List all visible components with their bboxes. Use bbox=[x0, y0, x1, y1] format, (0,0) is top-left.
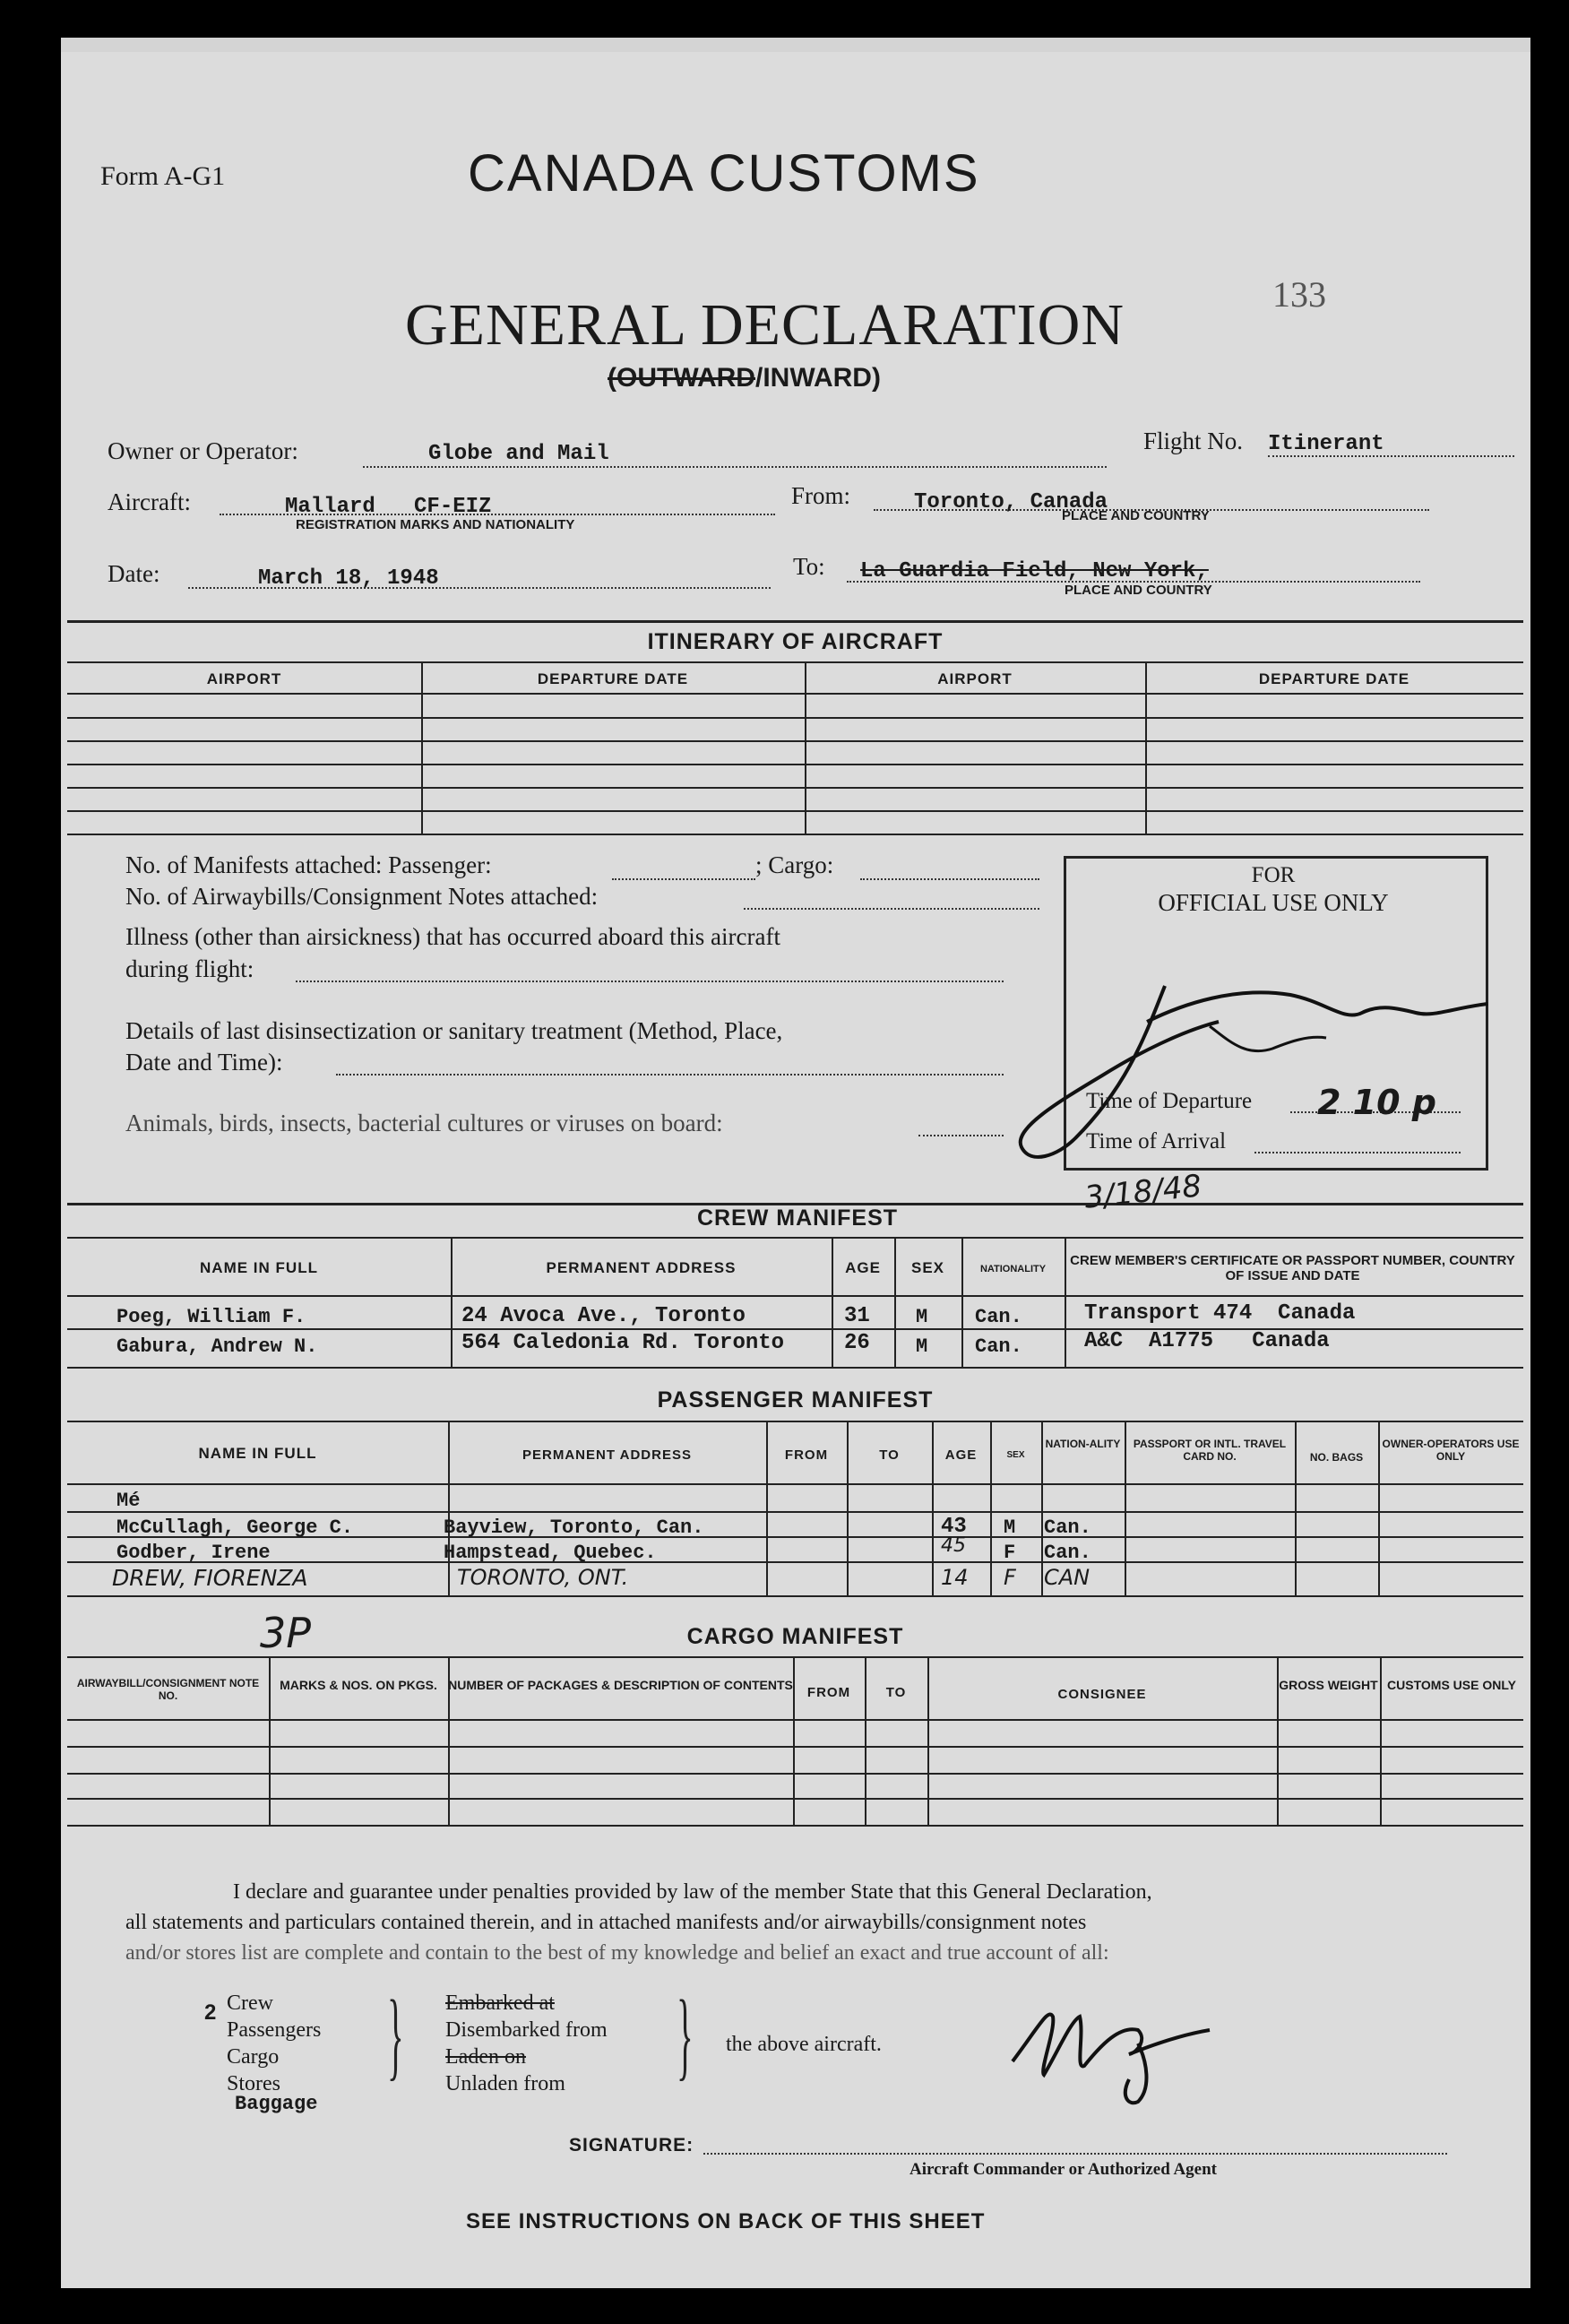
crew-col-nationality: NATIONALITY bbox=[979, 1264, 1047, 1274]
passenger-col-divider bbox=[766, 1421, 768, 1595]
passenger-name: DREW, FIORENZA bbox=[112, 1565, 308, 1591]
crew-address: 564 Caledonia Rd. Toronto bbox=[461, 1331, 785, 1355]
itinerary-title: ITINERARY OF AIRCRAFT bbox=[647, 629, 944, 654]
passenger-address: Hampstead, Quebec. bbox=[444, 1542, 657, 1564]
itinerary-col-divider bbox=[421, 661, 423, 834]
passenger-age: 43 bbox=[941, 1515, 967, 1539]
passenger-row-rule bbox=[67, 1595, 1523, 1597]
crew-col-divider bbox=[961, 1237, 963, 1367]
official-use-line2: OFFICIAL USE ONLY bbox=[1158, 889, 1389, 916]
passenger-age: 45 bbox=[941, 1534, 966, 1557]
commander-signature bbox=[1004, 1990, 1237, 2115]
cargo-col-customs: CUSTOMS USE ONLY bbox=[1387, 1678, 1516, 1692]
crew-sex: M bbox=[916, 1306, 928, 1328]
crew-sex: M bbox=[916, 1335, 928, 1358]
cargo-label: ; Cargo: bbox=[755, 851, 834, 878]
passenger-nationality: Can. bbox=[1044, 1516, 1091, 1539]
from-caption: PLACE AND COUNTRY bbox=[1062, 508, 1210, 523]
aircraft-value: Mallard CF-EIZ bbox=[285, 495, 492, 519]
declaration-line3: and/or stores list are complete and contain to the best of my knowledge and belief an exact and true account of all: bbox=[125, 1941, 1109, 1965]
direction-inward: /INWARD) bbox=[754, 363, 881, 393]
disinsect-line bbox=[336, 1074, 1004, 1076]
itinerary-rule bbox=[67, 834, 1523, 835]
passenger-col-passport: PASSPORT OR INTL. TRAVEL CARD NO. bbox=[1133, 1438, 1287, 1463]
itinerary-rule bbox=[67, 764, 1523, 765]
crew-certificate: A&C A1775 Canada bbox=[1084, 1329, 1330, 1353]
crew-col-age: AGE bbox=[845, 1259, 881, 1276]
disinsect-label-2: Date and Time): bbox=[125, 1049, 283, 1076]
crew-certificate: Transport 474 Canada bbox=[1084, 1301, 1356, 1326]
cargo-col-to: TO bbox=[885, 1685, 907, 1700]
stamp-number: 133 bbox=[1272, 274, 1326, 315]
declaration-action-embarked: Embarked at bbox=[445, 1991, 555, 2015]
itinerary-col-divider bbox=[1145, 661, 1147, 834]
crew-title: CREW MANIFEST bbox=[696, 1205, 899, 1231]
passenger-col-bags: NO. BAGS bbox=[1309, 1451, 1364, 1464]
passenger-col-divider bbox=[448, 1421, 450, 1595]
to-caption: PLACE AND COUNTRY bbox=[1065, 583, 1212, 598]
declaration-item-crew: Crew bbox=[227, 1991, 273, 2015]
to-value: La Guardia Field, New York, bbox=[860, 559, 1209, 583]
signature-caption: Aircraft Commander or Authorized Agent bbox=[910, 2160, 1218, 2179]
passenger-col-name: NAME IN FULL bbox=[198, 1445, 317, 1462]
passenger-address: TORONTO, ONT. bbox=[457, 1565, 629, 1590]
crew-nationality: Can. bbox=[975, 1306, 1022, 1328]
crew-nationality: Can. bbox=[975, 1335, 1022, 1358]
crew-col-divider bbox=[1065, 1237, 1066, 1367]
itinerary-col-airport-1: AIRPORT bbox=[206, 670, 282, 687]
crew-col-divider bbox=[832, 1237, 833, 1367]
date-label: Date: bbox=[108, 560, 160, 587]
cargo-title: CARGO MANIFEST bbox=[686, 1624, 904, 1649]
passenger-row-rule bbox=[67, 1511, 1523, 1513]
cargo-col-from: FROM bbox=[806, 1685, 851, 1700]
direction-outward-struck: (OUTWARD bbox=[608, 363, 755, 393]
illness-line bbox=[296, 981, 1004, 982]
declaration-count: 2 bbox=[204, 2000, 217, 2025]
declaration-baggage: Baggage bbox=[235, 2093, 318, 2115]
form-title: CANADA CUSTOMS bbox=[468, 144, 980, 203]
owner-label: Owner or Operator: bbox=[108, 437, 298, 464]
passenger-age: 14 bbox=[941, 1565, 969, 1590]
passenger-name: Godber, Irene bbox=[116, 1542, 271, 1564]
crew-col-name: NAME IN FULL bbox=[200, 1259, 318, 1276]
crew-col-sex: SEX bbox=[910, 1259, 945, 1276]
arrival-time-line bbox=[1254, 1152, 1461, 1153]
crew-age: 26 bbox=[844, 1331, 870, 1355]
itinerary-rule bbox=[67, 717, 1523, 719]
disinsect-label-1: Details of last disinsectization or sanitary treatment (Method, Place, bbox=[125, 1017, 783, 1044]
passenger-col-to: TO bbox=[879, 1447, 900, 1463]
arrival-time-label: Time of Arrival bbox=[1086, 1129, 1227, 1153]
passenger-nationality: CAN bbox=[1044, 1565, 1091, 1590]
passenger-name: McCullagh, George C. bbox=[116, 1516, 354, 1539]
itinerary-col-departure-2: DEPARTURE DATE bbox=[1258, 670, 1410, 687]
crew-annotation: 3/18/48 bbox=[1082, 1168, 1203, 1216]
declaration-item-passengers: Passengers bbox=[227, 2018, 322, 2042]
crew-header-top bbox=[67, 1237, 1523, 1239]
aircraft-label: Aircraft: bbox=[108, 488, 191, 515]
departure-time-value: 2 10 p bbox=[1317, 1083, 1436, 1122]
passenger-count-line bbox=[612, 878, 755, 880]
passenger-col-divider bbox=[1125, 1421, 1126, 1595]
manifests-label: No. of Manifests attached: Passenger: bbox=[125, 851, 492, 878]
declaration-brace-left: } bbox=[387, 1980, 404, 2089]
passenger-col-divider bbox=[1295, 1421, 1297, 1595]
passenger-count-annotation: 3P bbox=[260, 1609, 312, 1657]
passenger-sex: M bbox=[1004, 1516, 1016, 1539]
declaration-line1: I declare and guarantee under penalties provided by law of the member State that this General Declaration, bbox=[233, 1880, 1152, 1904]
crew-address: 24 Avoca Ave., Toronto bbox=[461, 1304, 746, 1328]
itinerary-rule bbox=[67, 740, 1523, 742]
passenger-col-address: PERMANENT ADDRESS bbox=[522, 1447, 692, 1463]
declaration-item-stores: Stores bbox=[227, 2072, 280, 2095]
from-value: Toronto, Canada bbox=[914, 490, 1108, 514]
itinerary-col-divider bbox=[805, 661, 806, 834]
passenger-col-nationality: NATION-ALITY bbox=[1045, 1438, 1121, 1450]
cargo-row-rule bbox=[67, 1798, 1523, 1800]
declaration-brace-right: } bbox=[677, 1980, 694, 2089]
passenger-col-from: FROM bbox=[784, 1447, 829, 1463]
cargo-col-packages: NUMBER OF PACKAGES & DESCRIPTION OF CONTENTS bbox=[448, 1678, 793, 1692]
declaration-action-disembarked: Disembarked from bbox=[445, 2018, 608, 2042]
itinerary-col-airport-2: AIRPORT bbox=[937, 670, 1013, 687]
crew-name: Gabura, Andrew N. bbox=[116, 1335, 318, 1358]
cargo-count-line bbox=[860, 878, 1039, 880]
declaration-item-cargo: Cargo bbox=[227, 2045, 280, 2069]
cargo-header-bottom bbox=[67, 1719, 1523, 1721]
flight-value: Itinerant bbox=[1268, 432, 1384, 456]
to-label: To: bbox=[793, 553, 825, 580]
footer-instructions: SEE INSTRUCTIONS ON BACK OF THIS SHEET bbox=[466, 2209, 986, 2233]
crew-col-address: PERMANENT ADDRESS bbox=[546, 1259, 737, 1276]
declaration-line2: all statements and particulars contained therein, and in attached manifests and/or airwaybills/consignment notes bbox=[125, 1911, 1087, 1934]
animals-line bbox=[918, 1135, 1004, 1136]
passenger-col-divider bbox=[990, 1421, 992, 1595]
signature-line bbox=[703, 2153, 1447, 2155]
itinerary-col-departure-1: DEPARTURE DATE bbox=[537, 670, 689, 687]
cargo-col-gross: GROSS WEIGHT bbox=[1279, 1678, 1378, 1692]
passenger-title: PASSENGER MANIFEST bbox=[657, 1387, 934, 1413]
date-value: March 18, 1948 bbox=[258, 566, 439, 591]
crew-col-certificate: CREW MEMBER'S CERTIFICATE OR PASSPORT NUMBER, COUNTRY OF ISSUE AND DATE bbox=[1070, 1253, 1515, 1284]
itinerary-rule bbox=[67, 787, 1523, 789]
passenger-col-owner: OWNER-OPERATORS USE ONLY bbox=[1382, 1438, 1520, 1463]
declaration-action-unladen: Unladen from bbox=[445, 2072, 565, 2095]
itinerary-top-rule bbox=[67, 620, 1523, 623]
passenger-nationality: Can. bbox=[1044, 1542, 1091, 1564]
declaration-action-laden: Laden on bbox=[445, 2045, 526, 2069]
airwaybills-line bbox=[744, 908, 1039, 910]
from-label: From: bbox=[791, 482, 851, 509]
passenger-header-top bbox=[67, 1421, 1523, 1422]
crew-header-bottom bbox=[67, 1295, 1523, 1297]
airwaybills-label: No. of Airwaybills/Consignment Notes attached: bbox=[125, 883, 599, 910]
passenger-col-divider bbox=[932, 1421, 934, 1595]
illness-label-1: Illness (other than airsickness) that has occurred aboard this aircraft bbox=[125, 923, 780, 950]
owner-value: Globe and Mail bbox=[428, 442, 609, 466]
crew-name: Poeg, William F. bbox=[116, 1306, 306, 1328]
passenger-sex: F bbox=[1004, 1542, 1016, 1564]
illness-label-2: during flight: bbox=[125, 955, 254, 982]
passenger-col-divider bbox=[1378, 1421, 1380, 1595]
cargo-header-top bbox=[67, 1656, 1523, 1658]
passenger-col-divider bbox=[1041, 1421, 1043, 1595]
owner-line bbox=[363, 466, 1107, 468]
signature-label: SIGNATURE: bbox=[569, 2135, 694, 2156]
itinerary-rule bbox=[67, 810, 1523, 812]
passenger-col-sex: SEX bbox=[1006, 1450, 1025, 1460]
itinerary-header-top bbox=[67, 661, 1523, 663]
official-use-line1: FOR bbox=[1251, 863, 1296, 887]
form-number: Form A-G1 bbox=[100, 161, 226, 191]
declaration-above: the above aircraft. bbox=[726, 2033, 882, 2056]
crew-age: 31 bbox=[844, 1304, 870, 1328]
passenger-name: Mé bbox=[116, 1490, 141, 1512]
itinerary-rule bbox=[67, 693, 1523, 695]
animals-label: Animals, birds, insects, bacterial cultures or viruses on board: bbox=[125, 1110, 723, 1136]
cargo-row-rule bbox=[67, 1773, 1523, 1775]
passenger-row-rule bbox=[67, 1561, 1523, 1563]
flight-label: Flight No. bbox=[1143, 428, 1244, 454]
cargo-row-rule bbox=[67, 1746, 1523, 1748]
crew-col-divider bbox=[894, 1237, 896, 1367]
crew-row-rule bbox=[67, 1367, 1523, 1369]
cargo-col-marks: MARKS & NOS. ON PKGS. bbox=[280, 1678, 437, 1692]
passenger-col-divider bbox=[847, 1421, 849, 1595]
passenger-address: Bayview, Toronto, Can. bbox=[444, 1516, 704, 1539]
passenger-header-bottom bbox=[67, 1483, 1523, 1485]
cargo-col-consignee: CONSIGNEE bbox=[1057, 1687, 1147, 1702]
cargo-col-airwaybill: AIRWAYBILL/CONSIGNMENT NOTE NO. bbox=[76, 1677, 260, 1702]
passenger-col-age: AGE bbox=[944, 1447, 978, 1463]
departure-time-label: Time of Departure bbox=[1086, 1089, 1253, 1113]
aircraft-caption: REGISTRATION MARKS AND NATIONALITY bbox=[296, 517, 575, 532]
crew-col-divider bbox=[451, 1237, 453, 1367]
document-title: GENERAL DECLARATION bbox=[405, 292, 1125, 358]
passenger-sex: F bbox=[1004, 1565, 1016, 1590]
official-signature bbox=[1004, 932, 1505, 1183]
direction-label bbox=[608, 363, 881, 393]
cargo-row-rule bbox=[67, 1825, 1523, 1827]
